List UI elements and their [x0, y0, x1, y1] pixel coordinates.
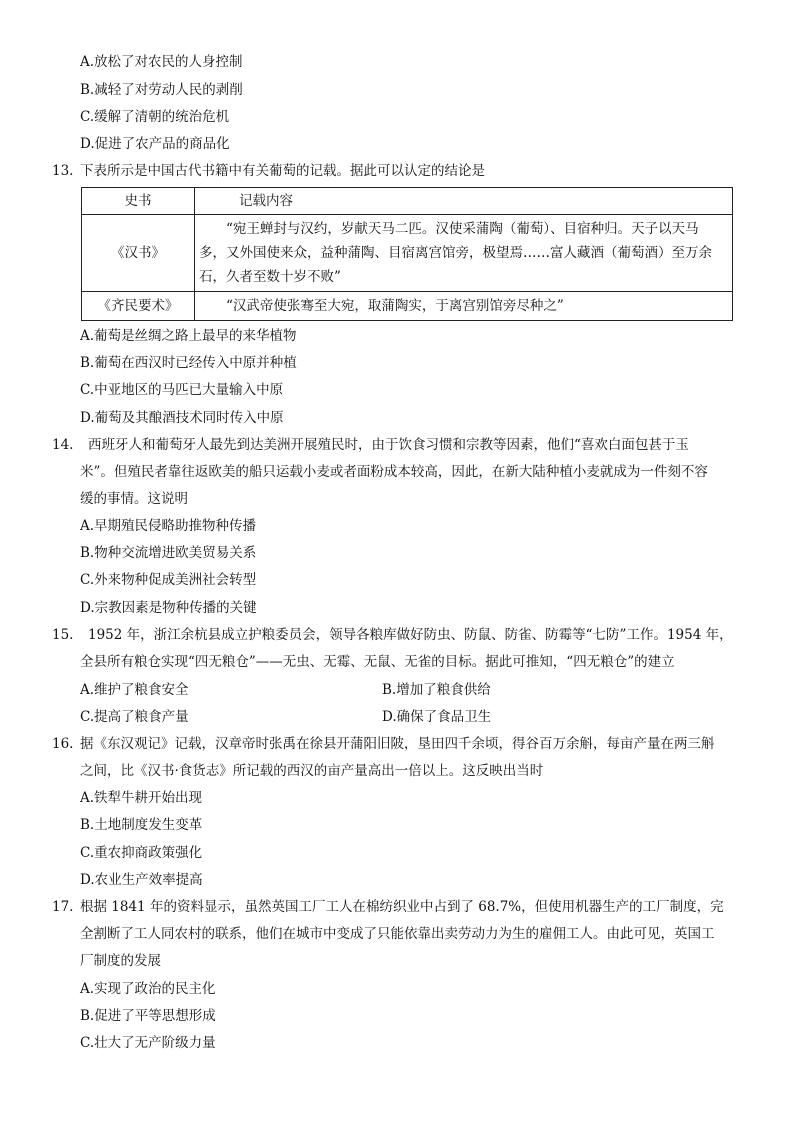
q15-option-a: A.维护了粮食安全 [80, 682, 189, 698]
q17-option-c: C.壮大了无产阶级力量 [80, 1035, 216, 1051]
q17-stem-line: 厂制度的发展 [80, 953, 161, 969]
q16-option-c: C.重农抑商政策强化 [80, 845, 203, 861]
q13-stem: 下表所示是中国古代书籍中有关葡萄的记载。据此可以认定的结论是 [80, 163, 485, 179]
q16-number: 16. [52, 736, 74, 752]
q17-option-a: A.实现了政治的民主化 [80, 981, 216, 997]
q16-stem-line: 之间，比《汉书·食货志》所记载的西汉的亩产量高出一倍以上。这反映出当时 [80, 763, 544, 779]
q15-option-c: C.提高了粮食产量 [80, 709, 189, 725]
q13-option-d: D.葡萄及其酿酒技术同时传入中原 [80, 410, 284, 426]
q14-option-b: B.物种交流增进欧美贸易关系 [80, 545, 257, 561]
row-book-hanshu: 《汉书》 [82, 215, 195, 292]
q13-option-b: B.葡萄在西汉时已经传入中原并种植 [80, 355, 297, 371]
q14-option-a: A.早期殖民侵略助推物种传播 [80, 518, 257, 534]
header-book: 史书 [82, 188, 195, 215]
q14-option-c: C.外来物种促成美洲社会转型 [80, 572, 257, 588]
header-content: 记载内容 [195, 188, 733, 215]
q12-option-d: D.促进了农产品的商品化 [80, 136, 230, 152]
q17-stem-line: 全割断了工人同农村的联系，他们在城市中变成了只能依靠出卖劳动力为生的雇佣工人。由此可见，英国工 [80, 926, 715, 942]
q13-option-c: C.中亚地区的马匹已大量输入中原 [80, 382, 284, 398]
table-row [82, 215, 733, 292]
q17-number: 17. [52, 899, 74, 915]
table-header-row [82, 188, 733, 215]
q14-number: 14. [52, 437, 74, 453]
table-row [82, 292, 733, 321]
q15-stem-line: 1952 年，浙江余杭县成立护粮委员会，领导各粮库做好防虫、防鼠、防雀、防霉等“七防”工作。1954 年， [88, 627, 733, 643]
q13-number: 13. [52, 163, 74, 179]
content-line: “宛王蝉封与汉约，岁献天马二匹。汉使采蒲陶（葡萄）、目宿种归。天子以天马 [226, 221, 699, 237]
grape-records-table [81, 187, 733, 321]
q15-option-d: D.确保了食品卫生 [382, 709, 492, 725]
content-line: 多，又外国使来众，益种蒲陶、目宿离宫馆旁，极望焉……富人藏酒（葡萄酒）至万余 [199, 245, 712, 261]
q13-option-a: A.葡萄是丝绸之路上最早的来华植物 [80, 328, 297, 344]
q16-option-d: D.农业生产效率提高 [80, 872, 203, 888]
q17-option-b: B.促进了平等思想形成 [80, 1008, 216, 1024]
q17-stem-line: 根据 1841 年的资料显示，虽然英国工厂工人在棉纺织业中占到了 68.7%，但使用机器生产的工厂制度，完 [80, 899, 724, 915]
q14-option-d: D.宗教因素是物种传播的关键 [80, 600, 257, 616]
q14-stem-line: 米”。但殖民者靠往返欧美的船只运载小麦或者面粉成本较高，因此，在新大陆种植小麦就成为一件刻不容 [80, 464, 708, 480]
q14-stem-line: 西班牙人和葡萄牙人最先到达美洲开展殖民时，由于饮食习惯和宗教等因素，他们“喜欢白面包甚于玉 [88, 437, 689, 453]
q16-option-a: A.铁犁牛耕开始出现 [80, 790, 203, 806]
row-book-qiminyaoshu: 《齐民要术》 [82, 292, 195, 321]
row-content-hanshu [195, 215, 733, 292]
q16-option-b: B.土地制度发生变革 [80, 817, 203, 833]
row-content-qiminyaoshu: “汉武帝使张骞至大宛，取蒲陶实，于离宫别馆旁尽种之” [195, 292, 733, 321]
content-line: 石，久者至数十岁不败” [199, 269, 341, 285]
q12-option-b: B.减轻了对劳动人民的剥削 [80, 82, 243, 98]
q16-stem-line: 据《东汉观记》记载，汉章帝时张禹在徐县开蒲阳旧陂，垦田四千余顷，得谷百万余斛，每亩产量在两三斛 [80, 736, 715, 752]
q15-option-b: B.增加了粮食供给 [382, 682, 491, 698]
q15-number: 15. [52, 627, 74, 643]
q12-option-a: A.放松了对农民的人身控制 [80, 54, 243, 70]
q15-stem-line: 全县所有粮仓实现“四无粮仓”——无虫、无霉、无鼠、无雀的目标。据此可推知，“四无粮仓”的建立 [80, 654, 675, 670]
q12-option-c: C.缓解了清朝的统治危机 [80, 109, 230, 125]
q14-stem-line: 缓的事情。这说明 [80, 491, 188, 507]
